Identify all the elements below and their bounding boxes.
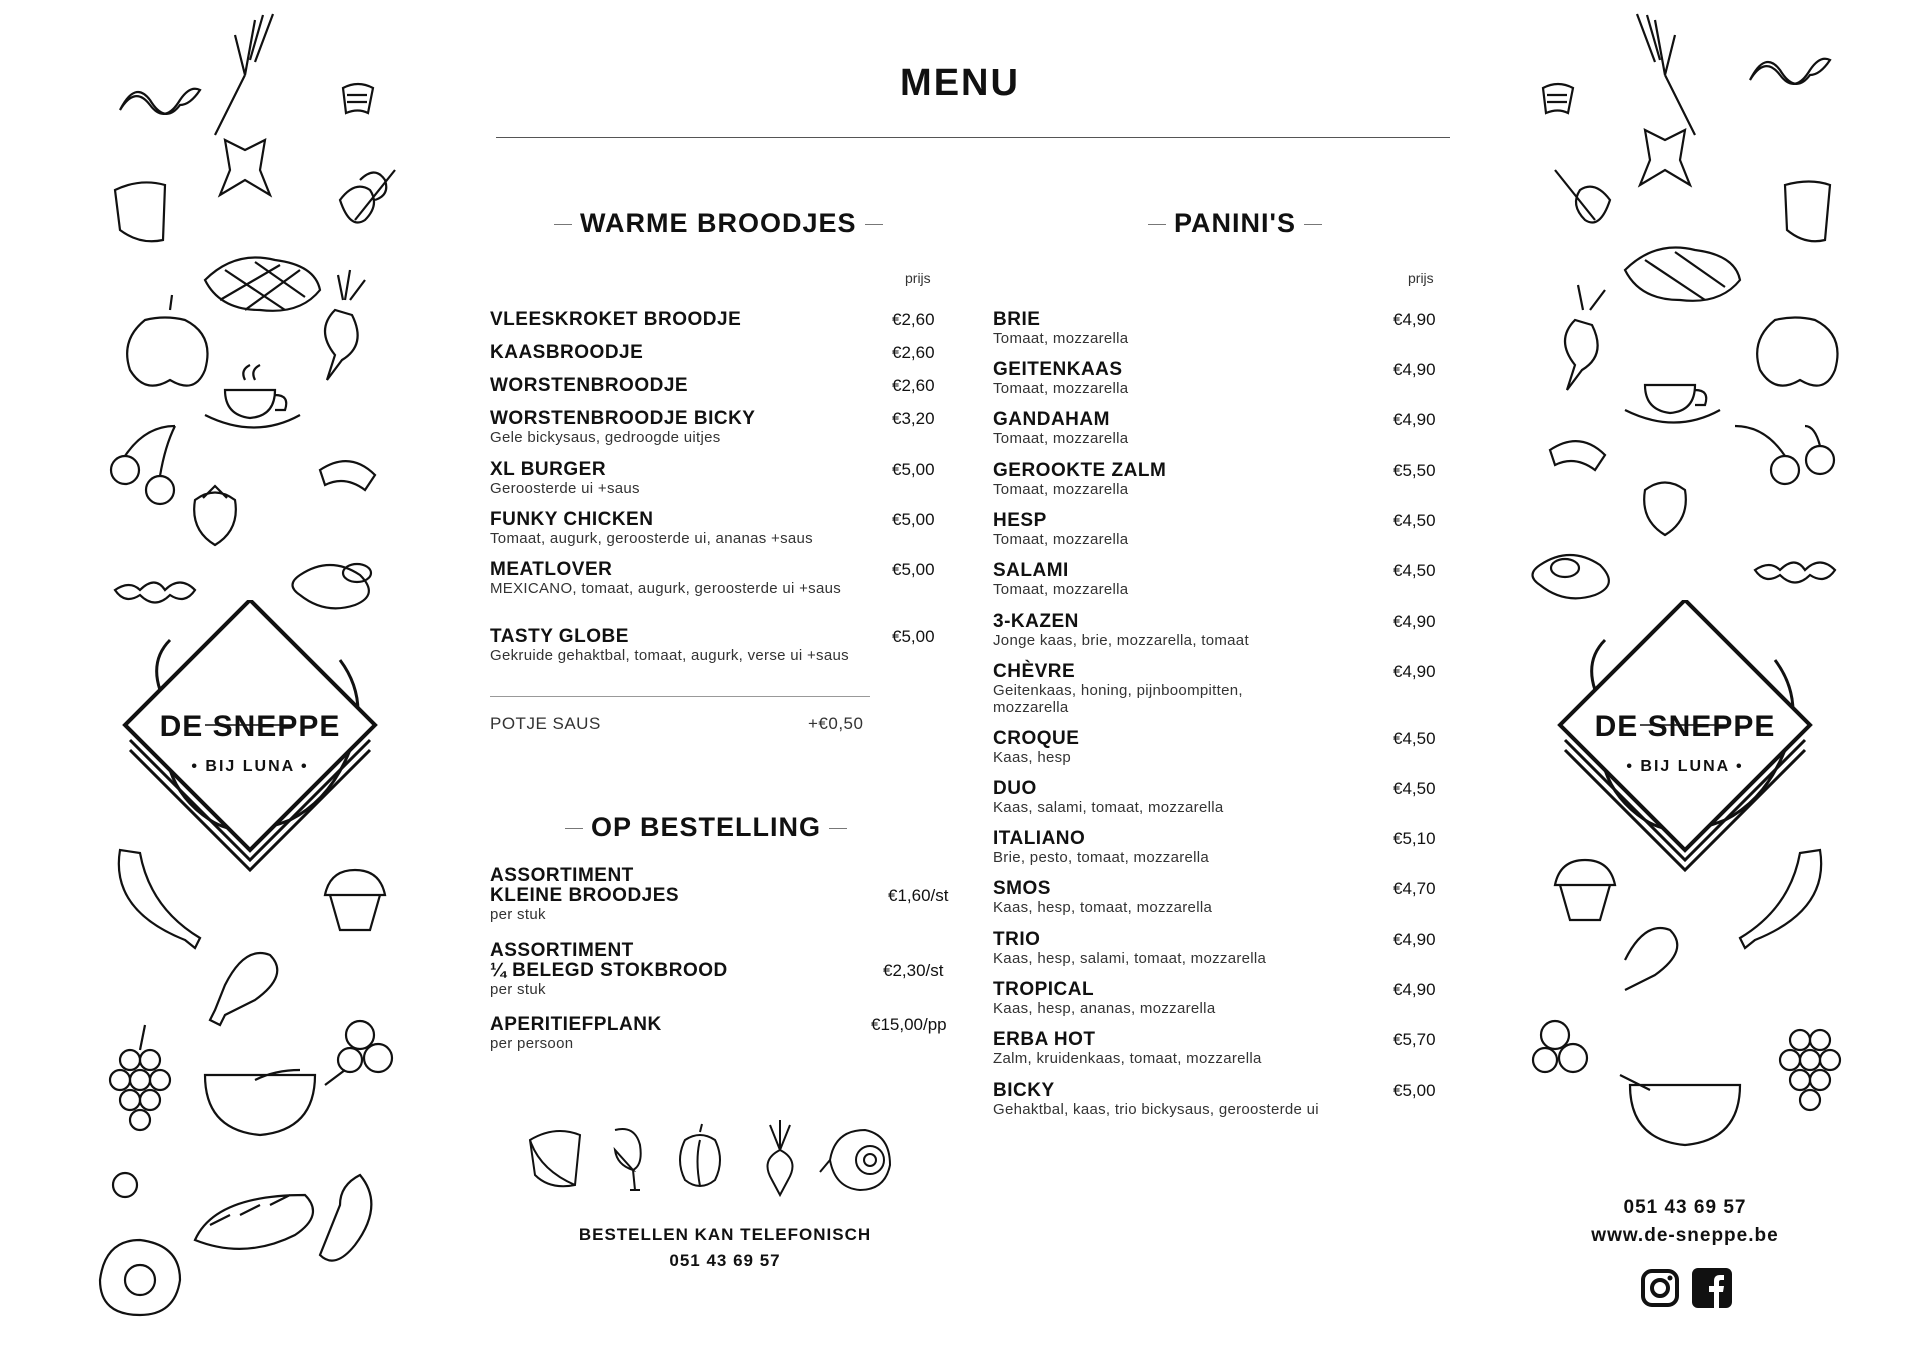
menu-item-description: Zalm, kruidenkaas, tomaat, mozzarella [993,1050,1262,1067]
pasta-fusilli-icon [120,89,200,114]
blueberries-icon [1533,1021,1587,1072]
order-phone[interactable]: 051 43 69 57 [669,1251,781,1270]
menu-item-description: Tomaat, mozzarella [993,581,1129,598]
menu-item-name: DUO [993,778,1037,799]
menu-item-name: HESP [993,510,1047,531]
pasta-tube-icon [320,461,375,490]
contact-phone[interactable]: 051 43 69 57 [1623,1197,1747,1218]
contact-website[interactable]: www.de-sneppe.be [1591,1225,1779,1246]
menu-item-price: €2,60 [892,376,935,395]
pasta-tube-icon [1543,84,1573,113]
menu-item [993,729,1445,766]
menu-item-description: MEXICANO, tomaat, augurk, geroosterde ui +saus [490,580,842,597]
menu-item [993,1030,1445,1067]
section-separator [490,696,870,697]
avocado-icon [1533,555,1609,598]
menu-item-name: CROQUE [993,728,1080,749]
menu-item-price: €5,70 [1393,1030,1436,1049]
menu-item [993,561,1445,598]
order-item-description: per persoon [490,1035,574,1052]
fusilli-icon [115,583,195,603]
menu-item-price: €4,50 [1393,779,1436,798]
radish-icon [325,270,365,380]
menu-item-price: €5,00 [892,460,935,479]
menu-item-name: CHÈVRE [993,661,1076,682]
order-item [490,1015,960,1052]
left-food-illustrations [95,0,425,1357]
page-title: MENU [900,62,1020,104]
menu-item-description: Tomaat, mozzarella [993,330,1129,347]
chili-icon [1740,850,1821,948]
bell-pepper-icon [680,1124,720,1186]
menu-item-price: €4,90 [1393,310,1436,329]
menu-item-price: €4,50 [1393,729,1436,748]
menu-item-price: €4,90 [1393,980,1436,999]
sausage-icon [320,1175,371,1261]
order-item-name-line2: KLEINE BROODJES [490,885,680,906]
waffle-icon [1625,248,1740,301]
menu-item-price: €5,00 [1393,1081,1436,1100]
order-item-description: per stuk [490,981,546,998]
menu-item-description: Gehaktbal, kaas, trio bickysaus, geroosterde ui [993,1101,1319,1118]
skewer-icon [340,170,395,223]
menu-item-price: €2,60 [892,343,935,362]
menu-item [993,461,1445,498]
extra-item-price: +€0,50 [808,714,864,733]
menu-item-description: Gele bickysaus, gedroogde uitjes [490,429,721,446]
brand-name: DE SNEPPE [159,710,341,743]
chili-icon [119,850,200,948]
order-item-name: ASSORTIMENT [490,865,634,886]
menu-item [490,376,940,396]
menu-item-name: GANDAHAM [993,409,1110,430]
bell-pepper-icon [127,295,207,386]
menu-item-price: €4,70 [1393,879,1436,898]
menu-item-name: TASTY GLOBE [490,626,629,647]
menu-item-name: GEITENKAAS [993,359,1123,380]
menu-item-name: WORSTENBROODJE [490,375,689,396]
menu-item [490,560,940,597]
drumstick-icon [615,1129,641,1190]
muffin-icon [1555,860,1615,920]
menu-item [993,980,1445,1017]
menu-item [993,779,1445,816]
extra-item-name: POTJE SAUS [490,714,601,733]
menu-item [993,829,1445,866]
menu-item-description: Kaas, salami, tomaat, mozzarella [993,799,1224,816]
title-divider [496,137,1450,138]
coffee-cup-icon [1625,385,1720,423]
menu-item-name: 3-KAZEN [993,611,1079,632]
pasta-tube-icon [1550,441,1605,470]
menu-item [993,511,1445,548]
strawberry-icon [1644,483,1686,536]
section-heading-op-bestelling: OP BESTELLING [556,812,856,843]
menu-item-price: €4,90 [1393,360,1436,379]
order-item [490,941,960,998]
menu-item-price: €5,50 [1393,461,1436,480]
menu-item-price: €3,20 [892,409,935,428]
order-item-name: APERITIEFPLANK [490,1014,662,1035]
blueberries-icon [338,1021,392,1072]
menu-item [993,360,1445,397]
menu-item-name: KAASBROODJE [490,342,644,363]
order-item-description: per stuk [490,906,546,923]
menu-item-price: €4,90 [1393,930,1436,949]
menu-item-price: €4,50 [1393,561,1436,580]
menu-item [490,409,940,446]
avocado-icon [293,564,372,608]
order-item [490,866,960,923]
fork-icon [215,14,273,135]
menu-item-name: TRIO [993,929,1041,950]
cherries-icon [111,426,175,504]
price-label: prijs [905,270,931,286]
menu-item-name: BRIE [993,309,1041,330]
ham-icon [820,1130,890,1190]
ham-icon [100,1240,180,1315]
menu-item-name: XL BURGER [490,459,607,480]
grapes-icon [1780,1030,1840,1110]
olive-icon [113,1173,137,1197]
fork-icon [1637,14,1695,135]
menu-item-price: €4,90 [1393,662,1436,681]
right-food-illustrations [1525,0,1855,1357]
order-item-name-line2: ¼ BELEGD STOKBROOD [490,960,728,981]
muffin-icon [325,870,385,930]
brand-tagline: • BIJ LUNA • [191,758,309,775]
section-heading-paninis: PANINI'S [1120,208,1350,239]
drumstick-icon [210,953,277,1025]
menu-item-description: Tomaat, augurk, geroosterde ui, ananas +saus [490,530,813,547]
menu-item [993,662,1445,716]
food-icon-row [520,1120,920,1200]
price-label: prijs [1408,270,1434,286]
menu-item-price: €5,00 [892,510,935,529]
menu-item-description: Kaas, hesp, ananas, mozzarella [993,1000,1216,1017]
pasta-tube-icon [343,84,373,113]
menu-item-description: Kaas, hesp [993,749,1072,766]
pasta-fusilli-icon [1750,59,1830,84]
soup-bowl-icon [1620,1075,1740,1145]
menu-item [993,310,1445,347]
brand-tagline: • BIJ LUNA • [1626,758,1744,775]
menu-item-description: Tomaat, mozzarella [993,430,1129,447]
menu-item-name: FUNKY CHICKEN [490,509,654,530]
menu-item-price: €4,90 [1393,410,1436,429]
menu-item-price: €5,00 [892,627,935,646]
menu-item-price: €2,60 [892,310,935,329]
menu-item [490,460,940,497]
cherries-icon [1735,426,1834,484]
menu-item-description: Kaas, hesp, tomaat, mozzarella [993,899,1213,916]
coffee-cup-icon [205,365,300,428]
menu-item-description: Geitenkaas, honing, pijnboompitten, mozzarella [993,682,1243,716]
bell-pepper-icon [1757,318,1837,386]
menu-item-name: SALAMI [993,560,1069,581]
cheese-wedge-icon [530,1131,580,1186]
menu-item [993,410,1445,447]
menu-item [993,879,1445,916]
menu-item-name: MEATLOVER [490,559,613,580]
baguette-icon [195,1195,313,1249]
skewer-icon [1555,170,1610,223]
strawberry-icon [194,486,236,545]
radish-icon [1565,285,1605,390]
section-heading-warme-broodjes: WARME BROODJES [546,208,866,239]
soup-bowl-icon [205,1070,345,1135]
menu-item-description: Gekruide gehaktbal, tomaat, augurk, verse ui +saus [490,647,849,664]
waffle-icon [205,258,320,311]
order-item-price: €1,60/st [888,886,949,905]
menu-item-description: Jonge kaas, brie, mozzarella, tomaat [993,632,1249,649]
menu-item-description: Brie, pesto, tomaat, mozzarella [993,849,1210,866]
menu-item-description: Tomaat, mozzarella [993,531,1129,548]
menu-item-price: €5,00 [892,560,935,579]
menu-item-description: Tomaat, mozzarella [993,481,1129,498]
grapes-icon [110,1025,170,1130]
farfalle-icon [220,140,270,195]
menu-item-description: Kaas, hesp, salami, tomaat, mozzarella [993,950,1267,967]
menu-item-description: Tomaat, mozzarella [993,380,1129,397]
menu-item-price: €4,50 [1393,511,1436,530]
menu-item-name: BICKY [993,1080,1055,1101]
order-item-price: €2,30/st [883,961,944,980]
menu-item-name: SMOS [993,878,1051,899]
menu-item [490,510,940,547]
fusilli-icon [1755,563,1835,583]
menu-item-description: Geroosterde ui +saus [490,480,640,497]
menu-item-name: ERBA HOT [993,1029,1096,1050]
menu-item [993,930,1445,967]
menu-item-name: VLEESKROKET BROODJE [490,309,742,330]
menu-item [490,627,940,664]
menu-item-name: TROPICAL [993,979,1095,1000]
farfalle-icon [1640,130,1690,185]
menu-item [490,343,940,363]
order-item-name: ASSORTIMENT [490,940,634,961]
menu-item-price: €5,10 [1393,829,1436,848]
cheese-icon [1785,182,1830,242]
order-item-price: €15,00/pp [871,1015,947,1034]
brand-name: DE SNEPPE [1594,710,1776,743]
menu-item [993,612,1445,649]
menu-item [490,310,940,330]
menu-item-price: €4,90 [1393,612,1436,631]
drumstick-icon [1625,928,1677,990]
menu-item-name: ITALIANO [993,828,1086,849]
menu-item [993,1081,1445,1118]
beet-icon [768,1120,793,1195]
menu-item-name: WORSTENBROODJE BICKY [490,408,756,429]
order-note: BESTELLEN KAN TELEFONISCH [578,1225,872,1244]
cheese-icon [115,182,165,241]
menu-item-name: GEROOKTE ZALM [993,460,1167,481]
